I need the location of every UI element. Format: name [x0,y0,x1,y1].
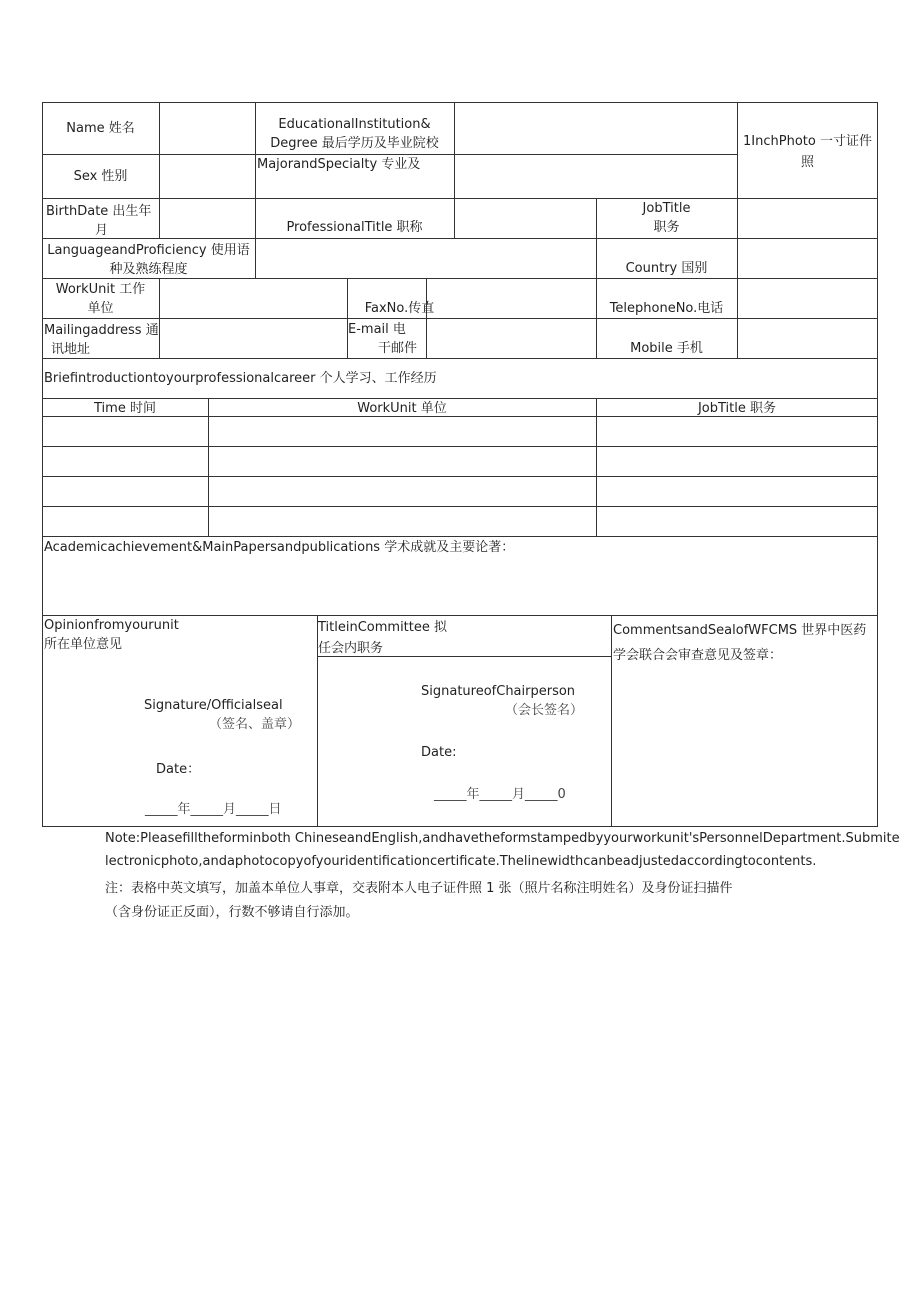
note-zh: （含身份证正反面），行数不够请自行添加。 [105,905,359,920]
unit-date-line: _____年_____月_____日 [145,802,282,817]
professional-title-label: ProfessionalTitle 职称 [286,220,423,235]
email-label: 干邮件 [378,341,418,356]
rule [454,102,455,198]
career-heading: Briefintroductiontoyourprofessionalcareer 个人学习、工作经历 [44,371,437,386]
rule [426,278,427,358]
career-col-job-title: JobTitle 职务 [697,401,777,416]
note-en: Note:Pleasefilltheforminboth ChineseandEnglish,andhavetheformstampedbyyourworkunit'sPersonnelDepartment.Submite [105,831,900,846]
unit-date-label: Date： [156,762,201,777]
career-col-time: Time 时间 [94,401,156,416]
unit-opinion-label: 所在单位意见 [44,637,123,652]
note-zh: 注：表格中英文填写，加盖本单位人事章，交表附本人电子证件照 1 张（照片名称注明姓名）及身份证扫描件 [105,881,733,896]
committee-title-label: TitleinCommittee 拟 [318,620,448,635]
mobile-label: Mobile 手机 [630,341,703,356]
major-label: MajorandSpecialty 专业及 [257,157,421,172]
education-label: EducationalInstitution& [278,117,431,132]
rule [208,398,209,536]
rule [347,278,348,358]
photo-label: 1InchPhoto 一寸证件 [743,134,872,149]
mailing-address-label: Mailingaddress 通 [44,323,159,338]
work-unit-label: WorkUnit 工作 [55,282,146,297]
mailing-address-label: 讯地址 [51,342,91,357]
sex-label: Sex 性别 [73,169,128,184]
photo-label: 照 [800,155,814,170]
language-label: 种及熟练程度 [109,262,188,277]
rule [596,398,597,536]
country-label: Country 国别 [625,261,708,276]
birth-date-label: BirthDate 出生年 [46,204,152,219]
rule [454,198,455,238]
chair-signature-label-zh: （会长签名） [505,703,584,718]
chair-date-line: _____年_____月_____0 [434,787,566,802]
job-title-label: 职务 [653,220,680,235]
language-label: LanguageandProficiency 使用语 [47,243,250,258]
rule [611,615,612,827]
career-col-work-unit: WorkUnit 单位 [357,401,447,416]
education-label: Degree 最后学历及毕业院校 [270,136,439,151]
fax-label: FaxNo.传直 [364,301,435,316]
rule [42,506,878,507]
rule [42,238,878,239]
rule [42,536,878,537]
rule [159,102,160,238]
wfcms-comments-label: CommentsandSealofWFCMS 世界中医药 [613,623,867,638]
rule [42,446,878,447]
email-label: E-mail 电 [348,322,406,337]
rule [42,198,878,199]
chair-signature-label: SignatureofChairperson [421,684,576,699]
name-label: Name 姓名 [66,121,135,136]
chair-date-label: Date: [421,745,457,760]
rule [159,278,160,358]
committee-title-label: 任会内职务 [318,641,384,656]
official-signature-label-zh: （签名、盖章） [209,717,301,732]
rule [42,476,878,477]
rule [42,358,878,359]
telephone-label: TelephoneNo.电话 [609,301,724,316]
unit-opinion-label: Opinionfromyourunit [44,618,179,633]
application-form [42,102,878,827]
official-signature-label: Signature/Officialseal [144,698,283,713]
work-unit-label: 单位 [87,301,114,316]
job-title-label: JobTitle [642,201,691,216]
birth-date-label: 月 [95,223,109,238]
rule [42,318,878,319]
note-en: lectronicphoto,andaphotocopyofyouridentificationcertificate.Thelinewidthcanbeadjustedaccordingtocontents. [105,854,817,869]
wfcms-comments-label: 学会联合会审查意见及签章： [613,648,783,663]
academic-heading: Academicachievement&MainPapersandpublications 学术成就及主要论著： [44,540,515,555]
